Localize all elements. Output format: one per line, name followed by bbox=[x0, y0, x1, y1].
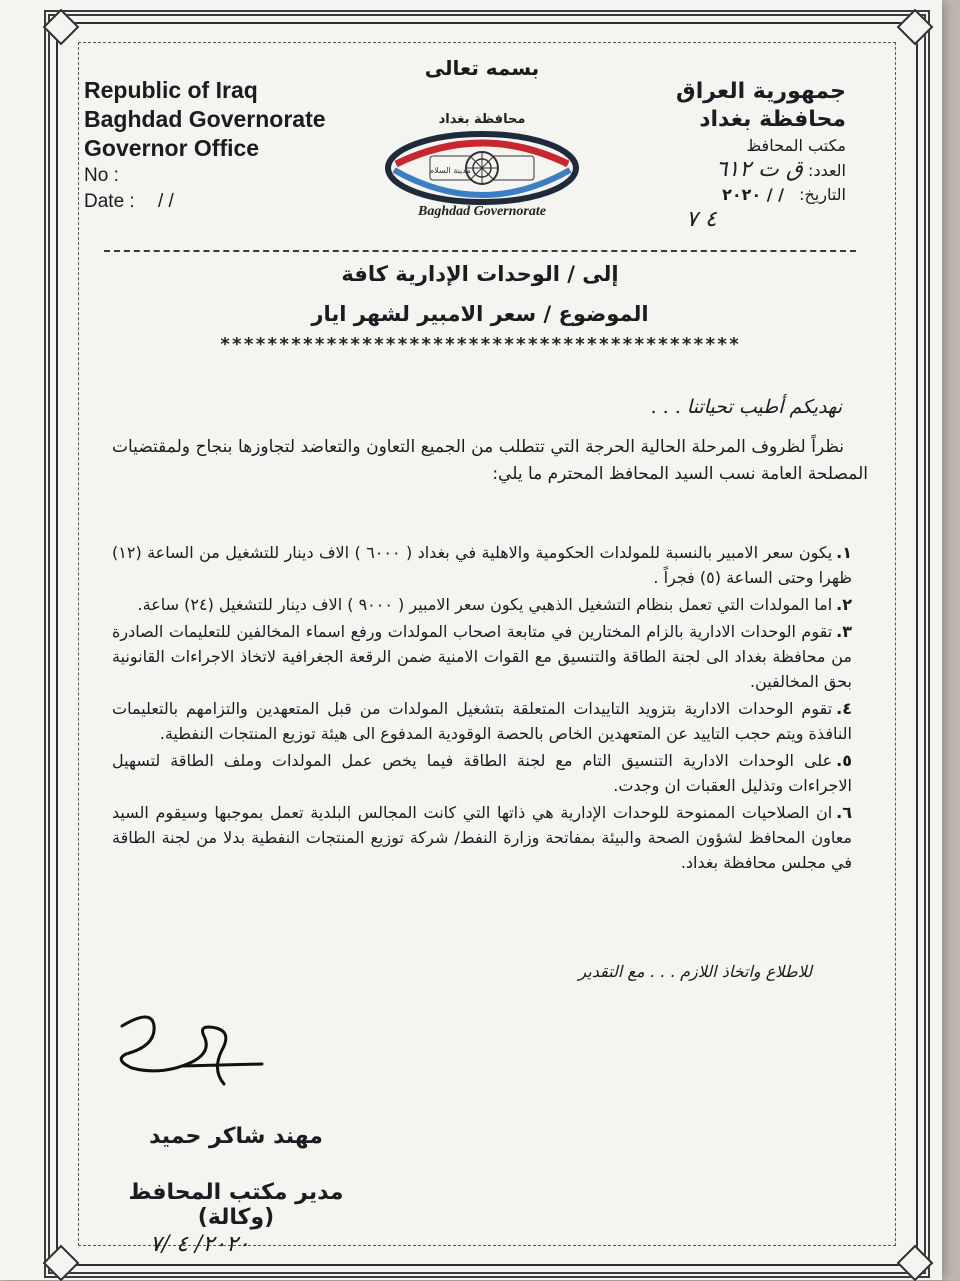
list-item: ٢.اما المولدات التي تعمل بنظام التشغيل الذهبي يكون سعر الامبير ( ٩٠٠٠ ) الاف دينار للتشغيل (٢٤) ساعة. bbox=[137, 595, 852, 614]
number-field-en bbox=[84, 163, 326, 189]
governorate-name-en: Baghdad Governorate bbox=[84, 106, 326, 132]
handwritten-signature bbox=[112, 1006, 272, 1096]
stars-divider: ******************************************** bbox=[219, 334, 741, 355]
date-value-ar: / / ٢٠٢٠ bbox=[722, 185, 784, 204]
logo-emblem-icon bbox=[382, 130, 582, 206]
number-field-ar bbox=[676, 158, 846, 183]
logo-english-name: Baghdad Governorate bbox=[418, 204, 546, 219]
closing-line: للاطلاع واتخاذ اللازم . . . مع التقدير bbox=[578, 962, 812, 981]
date-field-ar bbox=[676, 183, 846, 207]
date-label-ar: التاريخ: bbox=[799, 185, 846, 204]
greeting: نهديكم أطيب تحياتنا . . . bbox=[650, 396, 842, 418]
logo-city-text: مدينة السلام bbox=[429, 166, 471, 175]
arabic-letterhead bbox=[676, 78, 846, 232]
signature-date: ٢٠٢٠/ ٤ /٧ bbox=[150, 1232, 250, 1257]
list-item: ٤.تقوم الوحدات الادارية بتزويد التاييدات المتعلقة بتشغيل المولدات من قبل المتعهدين والتزامهم بالتعليمات النافذة ويتم حجب التاييد عن المتعهدين الخاص بالحصة الوقودية المدفوع الى هيئة توزيع المنتجات النفطية. bbox=[112, 699, 852, 743]
subject: الموضوع / سعر الامبير لشهر ايار bbox=[311, 302, 649, 326]
intro-paragraph: نظراً لظروف المرحلة الحالية الحرجة التي تتطلب من الجميع التعاون والتعاضد لتجاوزها بنجاح ولمقتضيات المصلحة العامة نسب السيد المحافظ المحترم ما يلي: bbox=[112, 437, 868, 484]
signer-title: مدير مكتب المحافظ (وكالة) bbox=[128, 1180, 344, 1230]
signer-name: مهند شاكر حميد bbox=[149, 1124, 323, 1149]
header-separator bbox=[104, 250, 856, 252]
office-name-ar: مكتب المحافظ bbox=[746, 136, 846, 155]
list-item: ٥.على الوحدات الادارية التنسيق التام مع لجنة الطاقة فيما يخص عمل المولدات وملف الطاقة لتسهيل الاجراءات وتذليل العقبات ان وجدت. bbox=[112, 751, 852, 795]
list-item: ٦.ان الصلاحيات الممنوحة للوحدات الإدارية هي ذاتها التي كانت المجالس البلدية تعمل بموجبها وسيقوم السيد معاون المحافظ لشؤون الصحة والبيئة بمفاتحة وزارة النفط/ شركة توزيع المنتجات النفطية بدلا من لجنة الطاقة في مجلس محافظة بغداد. bbox=[112, 803, 852, 872]
instructions-list bbox=[112, 540, 852, 877]
handwritten-date-ar: ٤ ٧ bbox=[686, 207, 717, 232]
date-value-en: / / bbox=[157, 191, 174, 212]
date-label-en: Date : bbox=[84, 191, 135, 212]
number-label-ar: العدد: bbox=[808, 161, 846, 180]
english-letterhead bbox=[84, 76, 326, 215]
number-value-ar: ق ت ٦١٢ bbox=[715, 157, 803, 182]
list-item: ١.يكون سعر الامبير بالنسبة للمولدات الحكومية والاهلية في بغداد ( ٦٠٠٠ ) الاف دينار للتشغيل من الساعة (١٢) ظهرا وحتى الساعة (٥) فجراً . bbox=[112, 543, 853, 587]
country-name-ar: جمهورية العراق bbox=[676, 79, 846, 104]
number-label-en: No : bbox=[84, 165, 119, 186]
office-name-en: Governor Office bbox=[84, 135, 260, 161]
list-item: ٣.تقوم الوحدات الادارية بالزام المختارين في متابعة اصحاب المولدات ورفع اسماء المخالفين للتعليمات الصادرة من محافظة بغداد الى لجنة الطاقة والتنسيق مع القوات الامنية ضمن الرقعة الجغرافية لاتخاذ الاجراءات القانونية بحق المخالفين. bbox=[112, 622, 852, 691]
country-name-en: Republic of Iraq bbox=[84, 77, 258, 103]
addressee: إلى / الوحدات الإدارية كافة bbox=[341, 262, 619, 286]
governorate-logo bbox=[382, 56, 582, 226]
date-field-en bbox=[84, 189, 326, 215]
bismillah-text: بسمه تعالى bbox=[424, 56, 540, 80]
logo-arabic-name: محافظة بغداد bbox=[438, 112, 526, 127]
governorate-name-ar: محافظة بغداد bbox=[699, 107, 846, 132]
